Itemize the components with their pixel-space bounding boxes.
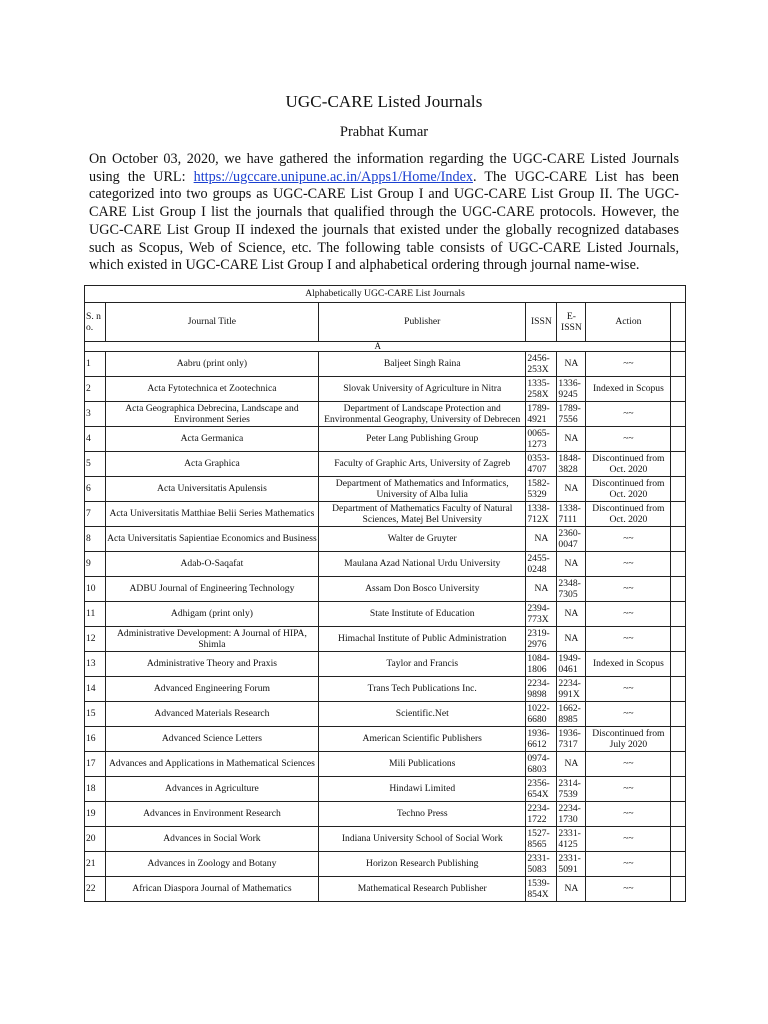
header-publisher: Publisher bbox=[319, 303, 526, 342]
journals-table bbox=[84, 285, 686, 902]
cell-sno: 15 bbox=[85, 702, 106, 727]
cell-publisher: Scientific.Net bbox=[319, 702, 526, 727]
cell-publisher: Horizon Research Publishing bbox=[319, 852, 526, 877]
table-row bbox=[85, 777, 686, 802]
cell-extra bbox=[671, 827, 686, 852]
table-row bbox=[85, 802, 686, 827]
cell-issn: 2234-1722 bbox=[526, 802, 557, 827]
cell-extra bbox=[671, 627, 686, 652]
cell-action: ~~ bbox=[586, 627, 671, 652]
page-title: UGC-CARE Listed Journals bbox=[285, 92, 483, 111]
cell-extra bbox=[671, 802, 686, 827]
cell-eissn: 1789-7556 bbox=[557, 402, 586, 427]
cell-eissn: NA bbox=[557, 427, 586, 452]
cell-publisher: Mathematical Research Publisher bbox=[319, 877, 526, 902]
cell-action: ~~ bbox=[586, 352, 671, 377]
cell-action: ~~ bbox=[586, 877, 671, 902]
cell-sno: 19 bbox=[85, 802, 106, 827]
cell-issn: 0974-6803 bbox=[526, 752, 557, 777]
cell-action: ~~ bbox=[586, 752, 671, 777]
table-row bbox=[85, 702, 686, 727]
cell-journal-title: Acta Graphica bbox=[105, 452, 318, 477]
cell-extra bbox=[671, 402, 686, 427]
cell-extra bbox=[671, 652, 686, 677]
table-row bbox=[85, 377, 686, 402]
cell-extra bbox=[671, 352, 686, 377]
cell-journal-title: African Diaspora Journal of Mathematics bbox=[105, 877, 318, 902]
table-row bbox=[85, 677, 686, 702]
cell-publisher: Walter de Gruyter bbox=[319, 527, 526, 552]
cell-extra bbox=[671, 477, 686, 502]
cell-issn: 1527-8565 bbox=[526, 827, 557, 852]
cell-action: ~~ bbox=[586, 777, 671, 802]
cell-publisher: American Scientific Publishers bbox=[319, 727, 526, 752]
cell-extra bbox=[671, 677, 686, 702]
cell-eissn: 2314-7539 bbox=[557, 777, 586, 802]
cell-action: Indexed in Scopus bbox=[586, 377, 671, 402]
cell-extra bbox=[671, 427, 686, 452]
cell-journal-title: Advances in Agriculture bbox=[105, 777, 318, 802]
cell-issn: 1582-5329 bbox=[526, 477, 557, 502]
cell-issn: 0065-1273 bbox=[526, 427, 557, 452]
cell-eissn: 2348-7305 bbox=[557, 577, 586, 602]
cell-publisher: Assam Don Bosco University bbox=[319, 577, 526, 602]
cell-action: Discontinued from Oct. 2020 bbox=[586, 502, 671, 527]
table-row bbox=[85, 527, 686, 552]
cell-sno: 21 bbox=[85, 852, 106, 877]
table-row bbox=[85, 652, 686, 677]
cell-action: ~~ bbox=[586, 552, 671, 577]
cell-sno: 8 bbox=[85, 527, 106, 552]
cell-extra bbox=[671, 377, 686, 402]
cell-publisher: Techno Press bbox=[319, 802, 526, 827]
cell-extra bbox=[671, 852, 686, 877]
cell-journal-title: Administrative Development: A Journal of HIPA, Shimla bbox=[105, 627, 318, 652]
cell-sno: 3 bbox=[85, 402, 106, 427]
cell-action: ~~ bbox=[586, 802, 671, 827]
table-row bbox=[85, 602, 686, 627]
cell-publisher: Mili Publications bbox=[319, 752, 526, 777]
author-name: Prabhat Kumar bbox=[339, 124, 429, 140]
cell-extra bbox=[671, 777, 686, 802]
cell-action: Discontinued from Oct. 2020 bbox=[586, 477, 671, 502]
cell-sno: 7 bbox=[85, 502, 106, 527]
cell-issn: 1539-854X bbox=[526, 877, 557, 902]
cell-action: Discontinued from July 2020 bbox=[586, 727, 671, 752]
table-row bbox=[85, 577, 686, 602]
table-body bbox=[85, 352, 686, 902]
table-row bbox=[85, 727, 686, 752]
cell-extra bbox=[671, 452, 686, 477]
header-extra-cell bbox=[671, 303, 686, 342]
cell-publisher: Department of Mathematics Faculty of Natural Sciences, Matej Bel University bbox=[319, 502, 526, 527]
cell-publisher: Trans Tech Publications Inc. bbox=[319, 677, 526, 702]
cell-eissn: NA bbox=[557, 877, 586, 902]
cell-eissn: NA bbox=[557, 627, 586, 652]
table-row bbox=[85, 352, 686, 377]
cell-sno: 16 bbox=[85, 727, 106, 752]
cell-extra bbox=[671, 752, 686, 777]
cell-issn: 0353-4707 bbox=[526, 452, 557, 477]
cell-issn: 1084-1806 bbox=[526, 652, 557, 677]
cell-issn: 1338-712X bbox=[526, 502, 557, 527]
table-row bbox=[85, 827, 686, 852]
cell-extra bbox=[671, 877, 686, 902]
cell-issn: 2455-0248 bbox=[526, 552, 557, 577]
cell-publisher: Faculty of Graphic Arts, University of Zagreb bbox=[319, 452, 526, 477]
cell-publisher: Indiana University School of Social Work bbox=[319, 827, 526, 852]
cell-eissn: 2331-5091 bbox=[557, 852, 586, 877]
cell-extra bbox=[671, 702, 686, 727]
cell-journal-title: Advanced Science Letters bbox=[105, 727, 318, 752]
cell-publisher: Department of Landscape Protection and Environmental Geography, University of Debrecen bbox=[319, 402, 526, 427]
cell-action: ~~ bbox=[586, 427, 671, 452]
header-action: Action bbox=[586, 303, 671, 342]
cell-journal-title: Aabru (print only) bbox=[105, 352, 318, 377]
cell-publisher: Maulana Azad National Urdu University bbox=[319, 552, 526, 577]
cell-eissn: 2234-1730 bbox=[557, 802, 586, 827]
header-sno: S. n o. bbox=[85, 303, 106, 342]
table-row bbox=[85, 402, 686, 427]
cell-action: ~~ bbox=[586, 577, 671, 602]
cell-journal-title: Acta Fytotechnica et Zootechnica bbox=[105, 377, 318, 402]
cell-extra bbox=[671, 552, 686, 577]
cell-issn: 2331-5083 bbox=[526, 852, 557, 877]
cell-publisher: Taylor and Francis bbox=[319, 652, 526, 677]
cell-issn: 2356-654X bbox=[526, 777, 557, 802]
cell-eissn: 1336-9245 bbox=[557, 377, 586, 402]
intro-paragraph bbox=[89, 151, 679, 275]
cell-journal-title: Advances and Applications in Mathematical Sciences bbox=[105, 752, 318, 777]
header-issn: ISSN bbox=[526, 303, 557, 342]
cell-publisher: Peter Lang Publishing Group bbox=[319, 427, 526, 452]
cell-issn: 2319-2976 bbox=[526, 627, 557, 652]
cell-sno: 1 bbox=[85, 352, 106, 377]
cell-journal-title: Adab-O-Saqafat bbox=[105, 552, 318, 577]
cell-issn: 2394-773X bbox=[526, 602, 557, 627]
cell-eissn: NA bbox=[557, 602, 586, 627]
cell-eissn: NA bbox=[557, 552, 586, 577]
cell-action: ~~ bbox=[586, 602, 671, 627]
cell-extra bbox=[671, 577, 686, 602]
cell-eissn: 2234-991X bbox=[557, 677, 586, 702]
cell-sno: 9 bbox=[85, 552, 106, 577]
cell-issn: NA bbox=[526, 527, 557, 552]
cell-journal-title: ADBU Journal of Engineering Technology bbox=[105, 577, 318, 602]
cell-journal-title: Acta Universitatis Sapientiae Economics and Business bbox=[105, 527, 318, 552]
cell-action: ~~ bbox=[586, 827, 671, 852]
cell-sno: 5 bbox=[85, 452, 106, 477]
cell-issn: 1335-258X bbox=[526, 377, 557, 402]
cell-action: ~~ bbox=[586, 402, 671, 427]
cell-action: ~~ bbox=[586, 527, 671, 552]
cell-action: ~~ bbox=[586, 677, 671, 702]
cell-sno: 14 bbox=[85, 677, 106, 702]
cell-action: ~~ bbox=[586, 852, 671, 877]
cell-publisher: Baljeet Singh Raina bbox=[319, 352, 526, 377]
cell-issn: NA bbox=[526, 577, 557, 602]
cell-sno: 12 bbox=[85, 627, 106, 652]
cell-publisher: State Institute of Education bbox=[319, 602, 526, 627]
table-row bbox=[85, 427, 686, 452]
table-row bbox=[85, 502, 686, 527]
cell-journal-title: Advanced Materials Research bbox=[105, 702, 318, 727]
cell-sno: 13 bbox=[85, 652, 106, 677]
cell-action: Indexed in Scopus bbox=[586, 652, 671, 677]
cell-journal-title: Advances in Zoology and Botany bbox=[105, 852, 318, 877]
cell-sno: 4 bbox=[85, 427, 106, 452]
table-row bbox=[85, 452, 686, 477]
cell-issn: 1936-6612 bbox=[526, 727, 557, 752]
ugc-care-url-link[interactable]: https://ugccare.unipune.ac.in/Apps1/Home/Index bbox=[193, 168, 473, 185]
cell-eissn: 1848-3828 bbox=[557, 452, 586, 477]
cell-action: Discontinued from Oct. 2020 bbox=[586, 452, 671, 477]
cell-extra bbox=[671, 602, 686, 627]
cell-sno: 6 bbox=[85, 477, 106, 502]
cell-eissn: 1662-8985 bbox=[557, 702, 586, 727]
cell-extra bbox=[671, 727, 686, 752]
header-journal-title: Journal Title bbox=[105, 303, 318, 342]
cell-eissn: 1936-7317 bbox=[557, 727, 586, 752]
cell-extra bbox=[671, 502, 686, 527]
intro-text-after-link: . The UGC-CARE List has been categorized into two groups as UGC-CARE List Group I and UGC-CARE List Group II. The UGC-CARE List Group I list the journals that qualified through the UGC-CARE protocols. However, the UGC-CARE List Group II indexed the journals that existed under the globally recognized databases such as Scopus, Web of Science, etc. The following table consists of UGC-CARE Listed Journals, which existed in UGC-CARE List Group I and alphabetical ordering through journal name-wise. bbox=[89, 168, 679, 274]
cell-eissn: NA bbox=[557, 752, 586, 777]
cell-eissn: 1949-0461 bbox=[557, 652, 586, 677]
cell-issn: 1789-4921 bbox=[526, 402, 557, 427]
table-row bbox=[85, 752, 686, 777]
cell-journal-title: Administrative Theory and Praxis bbox=[105, 652, 318, 677]
cell-journal-title: Acta Universitatis Apulensis bbox=[105, 477, 318, 502]
cell-sno: 2 bbox=[85, 377, 106, 402]
table-caption: Alphabetically UGC-CARE List Journals bbox=[85, 286, 686, 303]
cell-eissn: 2360-0047 bbox=[557, 527, 586, 552]
cell-extra bbox=[671, 527, 686, 552]
table-row bbox=[85, 477, 686, 502]
cell-sno: 10 bbox=[85, 577, 106, 602]
cell-sno: 11 bbox=[85, 602, 106, 627]
cell-journal-title: Acta Geographica Debrecina, Landscape and Environment Series bbox=[105, 402, 318, 427]
cell-publisher: Himachal Institute of Public Administration bbox=[319, 627, 526, 652]
cell-journal-title: Acta Universitatis Matthiae Belii Series Mathematics bbox=[105, 502, 318, 527]
table-row bbox=[85, 852, 686, 877]
cell-issn: 2456-253X bbox=[526, 352, 557, 377]
cell-publisher: Hindawi Limited bbox=[319, 777, 526, 802]
table-row bbox=[85, 627, 686, 652]
cell-eissn: 1338-7111 bbox=[557, 502, 586, 527]
cell-journal-title: Acta Germanica bbox=[105, 427, 318, 452]
cell-eissn: NA bbox=[557, 477, 586, 502]
table-row bbox=[85, 877, 686, 902]
cell-sno: 22 bbox=[85, 877, 106, 902]
section-letter: A bbox=[85, 342, 671, 352]
cell-publisher: Slovak University of Agriculture in Nitra bbox=[319, 377, 526, 402]
cell-issn: 1022-6680 bbox=[526, 702, 557, 727]
section-letter-extra-cell bbox=[671, 342, 686, 352]
cell-journal-title: Advanced Engineering Forum bbox=[105, 677, 318, 702]
cell-action: ~~ bbox=[586, 702, 671, 727]
cell-sno: 20 bbox=[85, 827, 106, 852]
cell-eissn: NA bbox=[557, 352, 586, 377]
cell-issn: 2234-9898 bbox=[526, 677, 557, 702]
cell-journal-title: Advances in Social Work bbox=[105, 827, 318, 852]
cell-journal-title: Adhigam (print only) bbox=[105, 602, 318, 627]
header-eissn: E-ISSN bbox=[557, 303, 586, 342]
table-row bbox=[85, 552, 686, 577]
cell-sno: 17 bbox=[85, 752, 106, 777]
intro-text-before-link: On October 03, 2020, we have gathered the information regarding the UGC-CARE Listed Journals using the URL: bbox=[89, 151, 679, 185]
cell-eissn: 2331-4125 bbox=[557, 827, 586, 852]
cell-publisher: Department of Mathematics and Informatics, University of Alba Iulia bbox=[319, 477, 526, 502]
cell-sno: 18 bbox=[85, 777, 106, 802]
cell-journal-title: Advances in Environment Research bbox=[105, 802, 318, 827]
